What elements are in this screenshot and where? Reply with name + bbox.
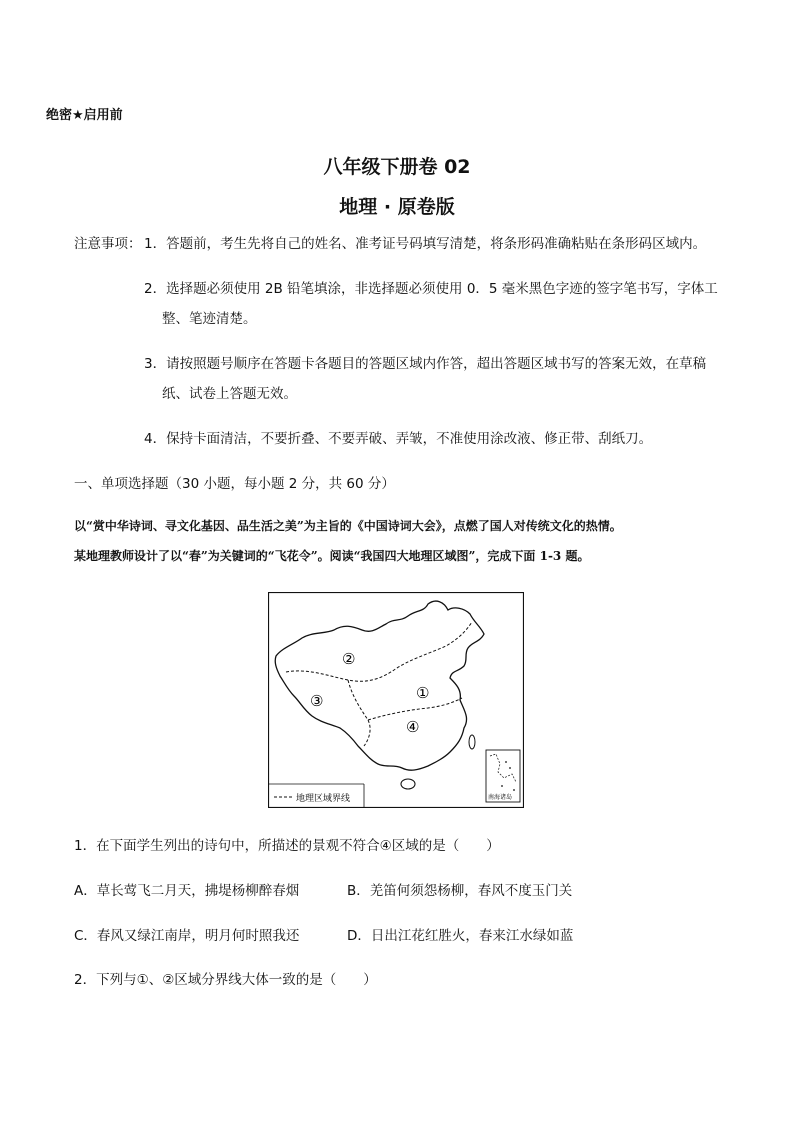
note-item-2-line2: 整、笔迹清楚。 (162, 311, 257, 327)
region-3-label: ③ (310, 692, 324, 710)
question-1-stem: 1．在下面学生列出的诗句中，所描述的景观不符合④区域的是（ ） (74, 838, 500, 854)
page-subtitle: 地理 · 原卷版 (339, 196, 455, 218)
question-1-option-d: D．日出江花红胜火，春来江水绿如蓝 (347, 928, 574, 944)
question-2-stem: 2．下列与①、②区域分界线大体一致的是（ ） (74, 972, 377, 988)
confidential-label: 绝密★启用前 (46, 108, 123, 123)
question-1-option-c: C．春风又绿江南岸，明月何时照我还 (74, 928, 300, 944)
intro-line-2: 某地理教师设计了以“春”为关键词的“飞花令”。阅读“我国四大地理区域图”，完成下面 1-3 题。 (74, 549, 590, 563)
intro-line-1: 以“赏中华诗词、寻文化基因、品生活之美”为主旨的《中国诗词大会》，点燃了国人对传统文化的热情。 (74, 519, 622, 533)
region-4-label: ④ (406, 718, 420, 736)
region-1-label: ① (416, 684, 430, 702)
note-item-1: 1．答题前，考生先将自己的姓名、准考证号码填写清楚，将条形码准确粘贴在条形码区域内。 (144, 236, 707, 252)
question-1-option-b: B．羌笛何须怨杨柳，春风不度玉门关 (347, 883, 573, 899)
region-2-label: ② (342, 650, 356, 668)
note-item-4: 4．保持卡面清洁，不要折叠、不要弄破、弄皱，不准使用涂改液、修正带、刮纸刀。 (144, 431, 653, 447)
note-item-2-line1: 2．选择题必须使用 2B 铅笔填涂，非选择题必须使用 0．5 毫米黑色字迹的签字笔书写，字体工 (144, 281, 718, 297)
china-regions-map (268, 592, 524, 808)
note-item-3-line1: 3．请按照题号顺序在答题卡各题目的答题区域内作答，超出答题区域书写的答案无效，在草稿 (144, 356, 707, 372)
notes-label: 注意事项： (74, 236, 142, 252)
section-heading: 一、单项选择题（30 小题，每小题 2 分，共 60 分） (74, 476, 395, 492)
page-title: 八年级下册卷 02 (323, 156, 471, 178)
question-1-option-a: A．草长莺飞二月天，拂堤杨柳醉春烟 (74, 883, 300, 899)
map-inset-label: 南海诸岛 (488, 794, 513, 801)
note-item-3-line2: 纸、试卷上答题无效。 (162, 386, 297, 402)
map-legend-label: 地理区域界线 (296, 794, 351, 804)
